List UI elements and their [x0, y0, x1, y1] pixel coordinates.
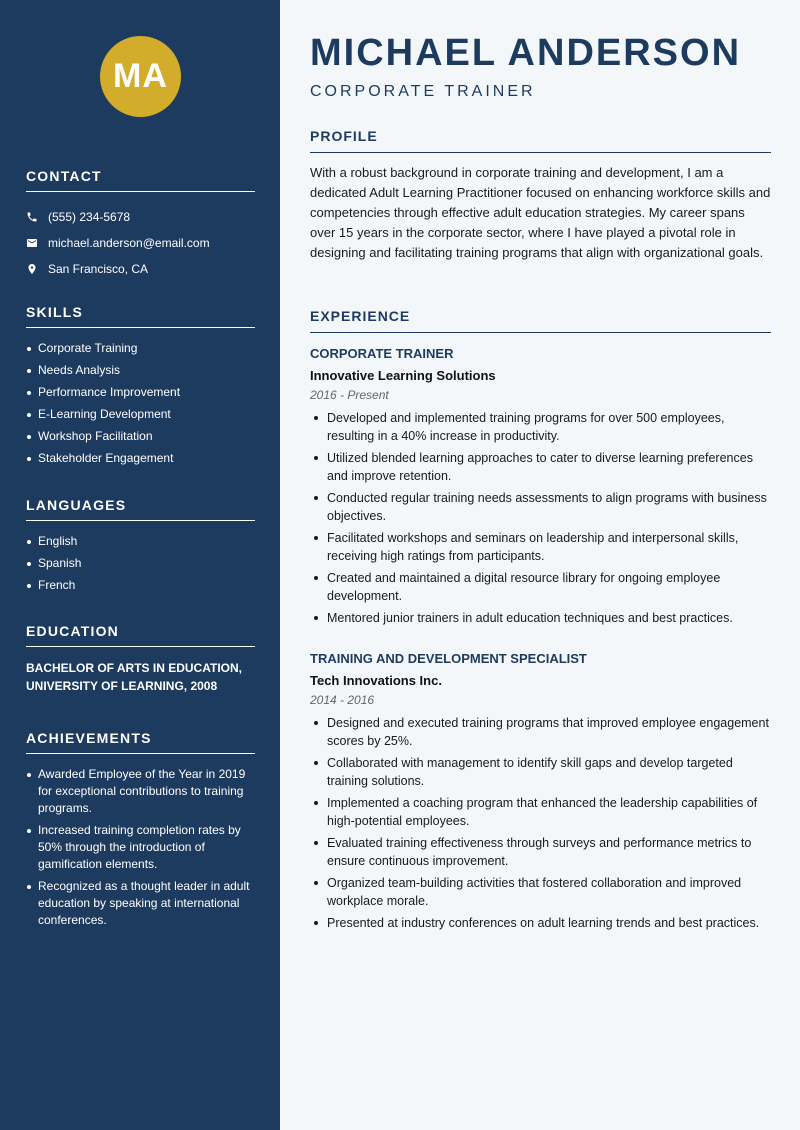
person-name: MICHAEL ANDERSON	[310, 32, 742, 74]
skill-item: Performance Improvement	[26, 384, 255, 401]
job-bullet: Facilitated workshops and seminars on leadership and interpersonal skills, receiving high ratings from participants.	[310, 529, 771, 565]
language-item: French	[26, 577, 255, 594]
job-bullets	[310, 409, 771, 627]
job-bullet: Presented at industry conferences on adult learning trends and best practices.	[310, 914, 771, 932]
job-bullet: Utilized blended learning approaches to cater to diverse learning preferences and improve retention.	[310, 449, 771, 485]
phone-text: (555) 234-5678	[48, 210, 131, 224]
job-bullet: Implemented a coaching program that enhanced the leadership capabilities of high-potential employees.	[310, 794, 771, 830]
skills-list	[26, 340, 255, 467]
education-section	[26, 623, 255, 695]
location-text: San Francisco, CA	[48, 262, 149, 276]
achievements-list	[26, 766, 255, 929]
job-bullet: Created and maintained a digital resource library for ongoing employee development.	[310, 569, 771, 605]
achievement-item: Recognized as a thought leader in adult education by speaking at international conferences.	[26, 878, 255, 929]
experience-heading: EXPERIENCE	[310, 308, 771, 333]
job-bullet: Developed and implemented training programs for over 500 employees, resulting in a 40% increase in productivity.	[310, 409, 771, 445]
job-title: TRAINING AND DEVELOPMENT SPECIALIST	[310, 651, 587, 666]
monogram-avatar: MA	[100, 36, 181, 117]
skills-heading: SKILLS	[26, 304, 255, 328]
email-text: michael.anderson@email.com	[48, 236, 210, 250]
languages-heading: LANGUAGES	[26, 497, 255, 521]
job-company: Innovative Learning Solutions	[310, 368, 496, 383]
job-bullet: Organized team-building activities that fostered collaboration and improved workplace morale.	[310, 874, 771, 910]
job-entry	[310, 651, 771, 936]
education-degree: BACHELOR OF ARTS IN EDUCATION, UNIVERSITY OF LEARNING, 2008	[26, 661, 242, 693]
profile-text: With a robust background in corporate training and development, I am a dedicated Adult Learning Practitioner focused on enhancing workforce skills and competencies through effective adult education strategies. My career spans over 15 years in the corporate sector, where I have played a pivotal role in designing and facilitating training programs that align with organizational goals.	[310, 165, 771, 260]
education-heading: EDUCATION	[26, 623, 255, 647]
job-bullets	[310, 714, 771, 932]
job-company: Tech Innovations Inc.	[310, 673, 442, 688]
skill-item: E-Learning Development	[26, 406, 255, 423]
job-entry	[310, 346, 771, 631]
sidebar	[0, 0, 280, 1130]
achievements-heading: ACHIEVEMENTS	[26, 730, 255, 754]
skill-item: Workshop Facilitation	[26, 428, 255, 445]
job-dates: 2014 - 2016	[310, 693, 375, 707]
contact-location	[26, 256, 255, 282]
language-item: Spanish	[26, 555, 255, 572]
job-bullet: Evaluated training effectiveness through surveys and performance metrics to ensure continuous improvement.	[310, 834, 771, 870]
languages-section	[26, 497, 255, 599]
person-title: CORPORATE TRAINER	[310, 83, 536, 100]
job-bullet: Mentored junior trainers in adult education techniques and best practices.	[310, 609, 771, 627]
job-dates: 2016 - Present	[310, 388, 389, 402]
location-pin-icon	[26, 263, 48, 275]
contact-phone	[26, 204, 255, 230]
skill-item: Needs Analysis	[26, 362, 255, 379]
contact-email	[26, 230, 255, 256]
job-bullet: Conducted regular training needs assessments to align programs with business objectives.	[310, 489, 771, 525]
phone-icon	[26, 211, 48, 223]
profile-heading: PROFILE	[310, 128, 771, 153]
mail-icon	[26, 237, 48, 249]
skill-item: Corporate Training	[26, 340, 255, 357]
job-title: CORPORATE TRAINER	[310, 346, 454, 361]
job-bullet: Designed and executed training programs that improved employee engagement scores by 25%.	[310, 714, 771, 750]
achievements-section	[26, 730, 255, 934]
contact-section	[26, 168, 255, 282]
language-item: English	[26, 533, 255, 550]
contact-heading: CONTACT	[26, 168, 255, 192]
skills-section	[26, 304, 255, 472]
skill-item: Stakeholder Engagement	[26, 450, 255, 467]
achievement-item: Increased training completion rates by 50% through the introduction of gamification elements.	[26, 822, 255, 873]
languages-list	[26, 533, 255, 594]
achievement-item: Awarded Employee of the Year in 2019 for exceptional contributions to training programs.	[26, 766, 255, 817]
job-bullet: Collaborated with management to identify skill gaps and develop targeted training solutions.	[310, 754, 771, 790]
